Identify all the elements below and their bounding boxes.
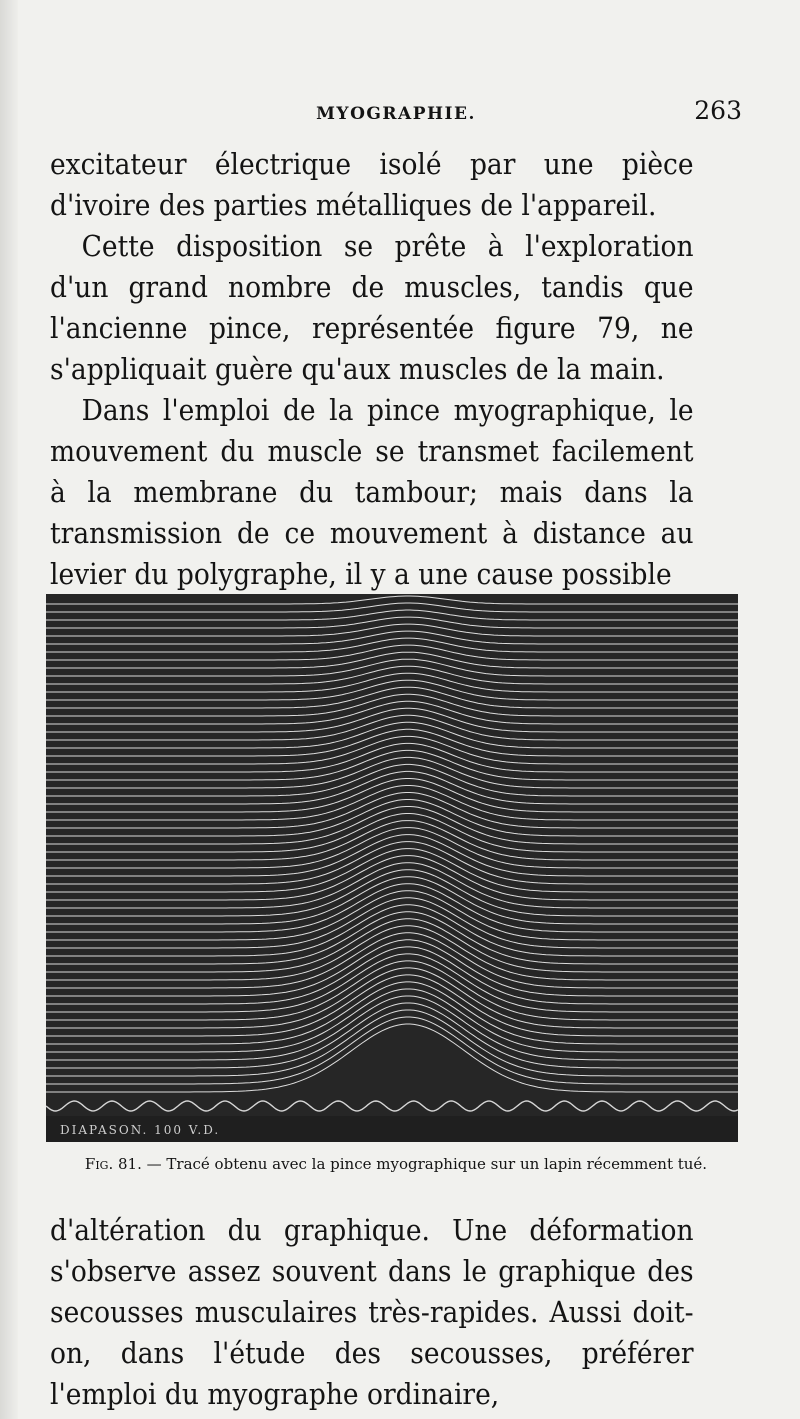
myograph-trace-plate (46, 594, 738, 1142)
page-header (50, 96, 742, 130)
tuning-fork-inscription: DIAPASON. 100 V.D. (60, 1123, 221, 1137)
paragraph: Dans l'emploi de la pince myographique, le mouvement du muscle se transmet facilement à la membrane du tambour; mais dans la transmission de ce mouvement à distance au levier du polygraphe, il y a une cause possible (50, 394, 694, 591)
page-number: 263 (694, 96, 742, 125)
paragraph: excitateur électrique isolé par une pièce d'ivoire des parties métalliques de l'appareil. (50, 148, 694, 222)
figure-caption (50, 1155, 742, 1173)
running-title: MYOGRAPHIE. (316, 104, 476, 124)
page-edge (0, 0, 18, 1419)
paragraph: Cette disposition se prête à l'exploration d'un grand nombre de muscles, tandis que l'ancienne pince, représentée figure 79, ne s'appliquait guère qu'aux muscles de la main. (50, 230, 694, 386)
caption-text: — Tracé obtenu avec la pince myographique sur un lapin récemment tué. (146, 1155, 708, 1173)
body-text-top (50, 144, 694, 595)
caption-label: Fig. 81. (84, 1155, 142, 1173)
myograph-figure (46, 594, 738, 1142)
body-text-bottom (50, 1210, 694, 1415)
paragraph: d'altération du graphique. Une déformation s'observe assez souvent dans le graphique des secousses musculaires très-rapides. Aussi doit-on, dans l'étude des secousses, préférer l'emploi du myographe ordinaire, (50, 1214, 694, 1411)
